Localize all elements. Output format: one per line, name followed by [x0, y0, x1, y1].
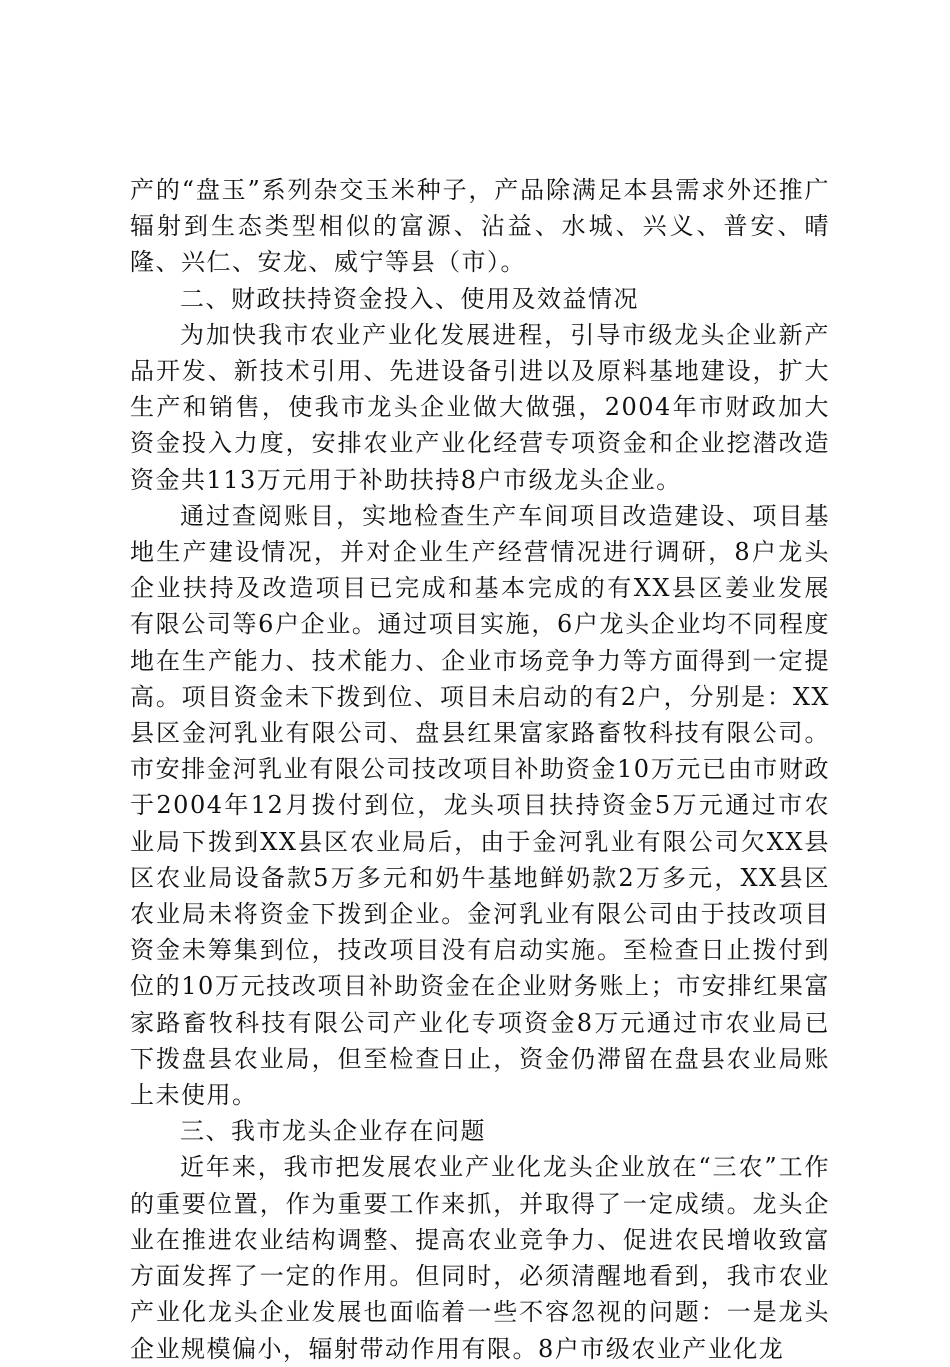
document-body: [130, 172, 830, 1367]
paragraph-continuation: 产的“盘玉”系列杂交玉米种子，产品除满足本县需求外还推广辐射到生态类型相似的富源、沾益、水城、兴义、普安、晴隆、兴仁、安龙、威宁等县（市）。: [130, 176, 830, 277]
paragraph-problems: 近年来，我市把发展农业产业化龙头企业放在“三农”工作的重要位置，作为重要工作来抓，并取得了一定成绩。龙头企业在推进农业结构调整、提高农业竞争力、促进农民增收致富方面发挥了一定的作用。但同时，必须清醒地看到，我市农业产业化龙头企业发展也面临着一些不容忽视的问题：一是龙头企业规模偏小，辐射带动作用有限。8户市级农业产业化龙: [130, 1153, 830, 1363]
paragraph-inspection-results: 通过查阅账目，实地检查生产车间项目改造建设、项目基地生产建设情况，并对企业生产经营情况进行调研，8户龙头企业扶持及改造项目已完成和基本完成的有XX县区姜业发展有限公司等6户企业。通过项目实施，6户龙头企业均不同程度地在生产能力、技术能力、企业市场竞争力等方面得到一定提高。项目资金未下拨到位、项目未启动的有2户，分别是：XX县区金河乳业有限公司、盘县红果富家路畜牧科技有限公司。市安排金河乳业有限公司技改项目补助资金10万元已由市财政于2004年12月拨付到位，龙头项目扶持资金5万元通过市农业局下拨到XX县区农业局后，由于金河乳业有限公司欠XX县区农业局设备款5万多元和奶牛基地鲜奶款2万多元，XX县区农业局未将资金下拨到企业。金河乳业有限公司由于技改项目资金未筹集到位，技改项目没有启动实施。至检查日止拨付到位的10万元技改项目补助资金在企业财务账上；市安排红果富家路畜牧科技有限公司产业化专项资金8万元通过市农业局已下拨盘县农业局，但至检查日止，资金仍滞留在盘县农业局账上未使用。: [130, 501, 830, 1110]
paragraph-funding-overview: 为加快我市农业产业化发展进程，引导市级龙头企业新产品开发、新技术引用、先进设备引进以及原料基地建设，扩大生产和销售，使我市龙头企业做大做强，2004年市财政加大资金投入力度，安排农业产业化经营专项资金和企业挖潜改造资金共113万元用于补助扶持8户市级龙头企业。: [130, 320, 830, 494]
section-heading-2: 二、财政扶持资金投入、使用及效益情况: [180, 284, 639, 313]
section-heading-3: 三、我市龙头企业存在问题: [180, 1117, 486, 1146]
